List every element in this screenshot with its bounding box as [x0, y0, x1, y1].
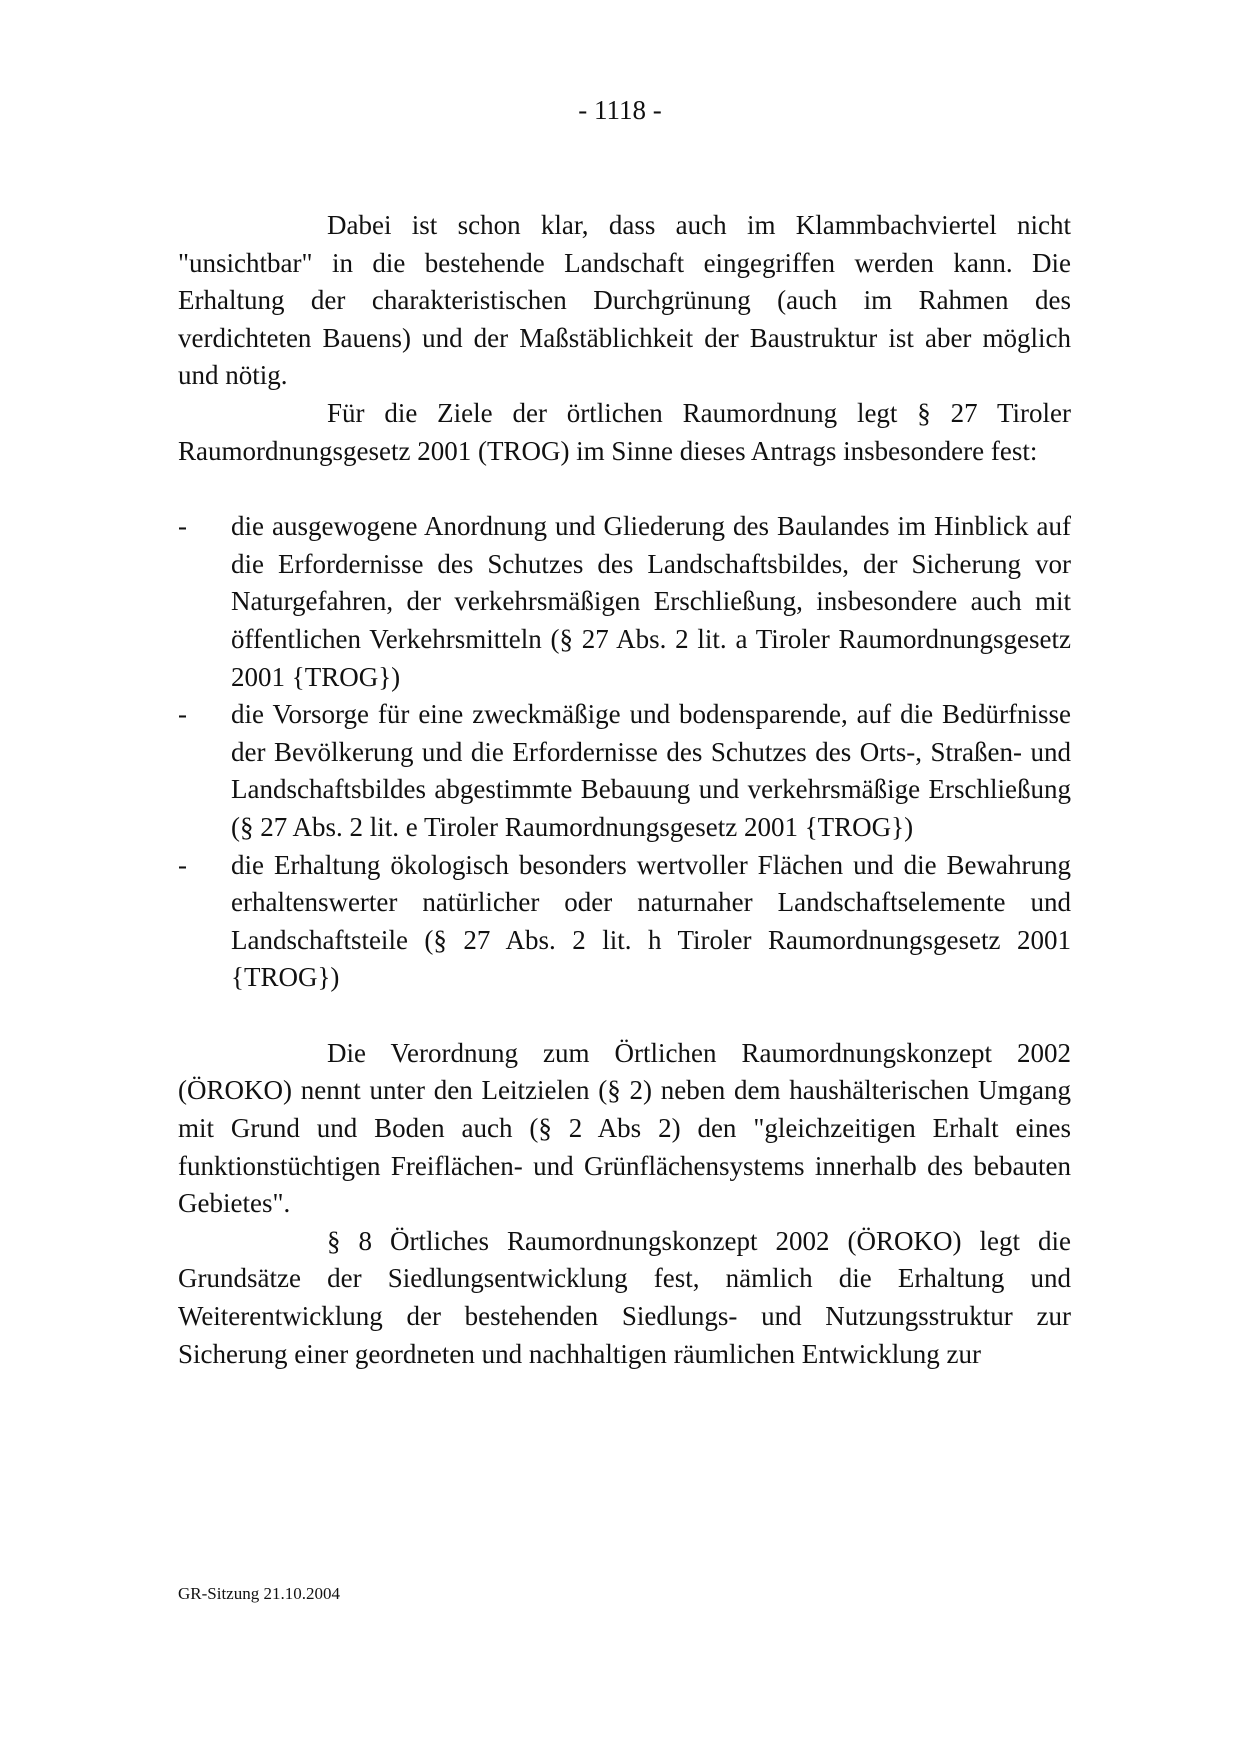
bullet-dash: - — [178, 511, 187, 542]
footer-session-date: GR-Sitzung 21.10.2004 — [178, 1584, 340, 1603]
bullet-dash: - — [178, 849, 187, 880]
paragraph-verordnung-oeroko: Die Verordnung zum Örtlichen Raumordnungskonzept 2002 (ÖROKO) nennt unter den Leitzielen (§ 2) neben dem haushälterischen Umgang mit Grund und Boden auch (§ 2 Abs 2) den "gleichzeitigen Erhalt eines funktionstüchtigen Freiflächen- und Grünflächensystems innerhalb des bebauten Gebietes". — [178, 1037, 1071, 1219]
spacer — [178, 470, 1071, 508]
list-item-text: die Erhaltung ökologisch besonders wertvoller Flächen und die Bewahrung erhaltenswerter natürlicher oder naturnaher Landschaftselemente und Landschaftsteile (§ 27 Abs. 2 lit. h Tiroler Raumordnungsgesetz 2001 {TROG}) — [231, 849, 1071, 993]
bullet-list — [178, 508, 1071, 997]
paragraph-ziele-raumordnung: Für die Ziele der örtlichen Raumordnung legt § 27 Tiroler Raumordnungsgesetz 2001 (TROG) im Sinne dieses Antrags insbesondere fest: — [178, 397, 1071, 466]
list-item-text: die Vorsorge für eine zweckmäßige und bodensparende, auf die Bedürfnisse der Bevölkerung und die Erfordernisse des Schutzes des Orts-, Straßen- und Landschaftsbildes abgestimmte Bebauung und verkehrsmäßige Erschließung (§ 27 Abs. 2 lit. e Tiroler Raumordnungsgesetz 2001 {TROG}) — [231, 699, 1071, 842]
paragraph-siedlungsentwicklung: § 8 Örtliches Raumordnungskonzept 2002 (ÖROKO) legt die Grundsätze der Siedlungsentwicklung fest, nämlich die Erhaltung und Weiterentwicklung der bestehenden Siedlungs- und Nutzungsstruktur zur Sicherung einer geordneten und nachhaltigen räumlichen Entwicklung zur — [178, 1225, 1071, 1369]
list-item — [178, 847, 1071, 997]
bullet-dash: - — [178, 699, 187, 730]
list-item — [178, 696, 1071, 846]
list-item-text: die ausgewogene Anordnung und Gliederung des Baulandes im Hinblick auf die Erfordernisse des Schutzes des Landschaftsbildes, der Sicherung vor Naturgefahren, der verkehrsmäßigen Erschließung, insbesondere auch mit öffentlichen Verkehrsmitteln (§ 27 Abs. 2 lit. a Tiroler Raumordnungsgesetz 2001 {TROG}) — [231, 511, 1071, 692]
page-number: - 1118 - — [578, 95, 662, 125]
spacer — [178, 997, 1071, 1035]
list-item — [178, 508, 1071, 696]
document-body — [178, 207, 1071, 1373]
paragraph-klammbachviertel: Dabei ist schon klar, dass auch im Klammbachviertel nicht "unsichtbar" in die bestehende Landschaft eingegriffen werden kann. Die Erhaltung der charakteristischen Durchgrünung (auch im Rahmen des verdichteten Bauens) und der Maßstäblichkeit der Baustruktur ist aber möglich und nötig. — [178, 210, 1071, 391]
